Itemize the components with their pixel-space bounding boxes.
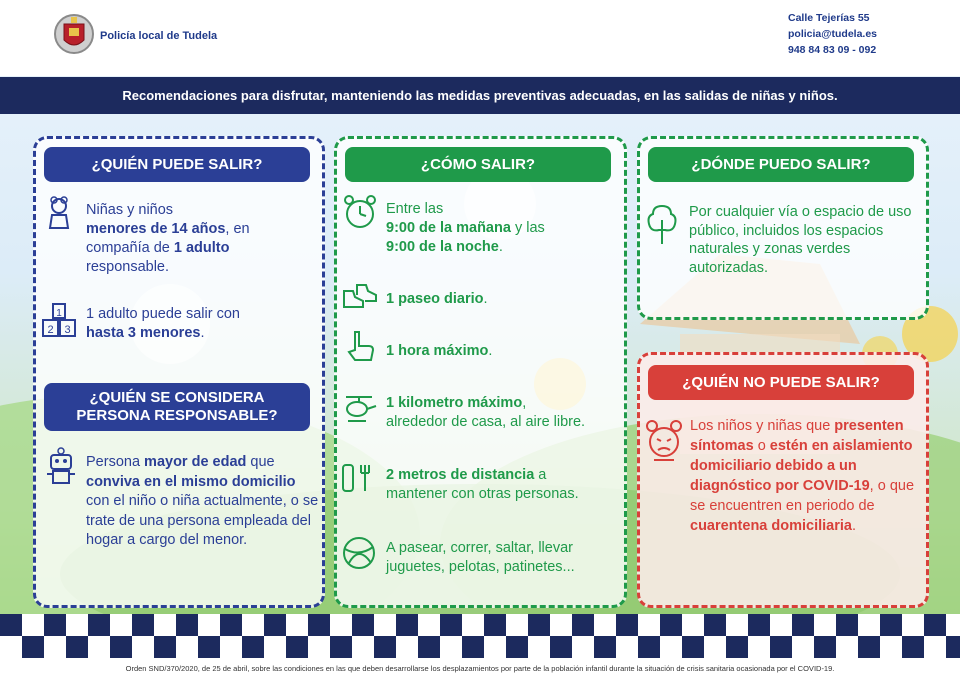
- how-item-schedule: Entre las 9:00 de la mañana y las 9:00 de la noche.: [386, 201, 545, 255]
- tree-icon: [645, 202, 679, 246]
- numbered-blocks-icon: [41, 302, 77, 338]
- heading-who-can-go-out: ¿QUIÉN PUEDE SALIR?: [44, 147, 310, 182]
- contact-info: [788, 10, 877, 58]
- contact-street: Calle Tejerías 55: [788, 12, 870, 24]
- header: [0, 0, 960, 76]
- heading-who-cannot-go-out: ¿QUIÉN NO PUEDE SALIR?: [648, 365, 914, 400]
- where-to-go-text: Por cualquier vía o espacio de uso público, incluidos los espacios naturales y zonas verdes autorizadas.: [689, 204, 912, 276]
- svg-text:2: 2: [47, 324, 54, 336]
- who-cannot-text: Los niños y niñas que presenten síntomas o estén en aislamiento domiciliario debido a un diagnóstico por COVID-19, o que se encuentren en periodo de cuarentena domiciliaria.: [690, 418, 915, 534]
- how-item-distance: 2 metros de distancia a mantener con otras personas.: [386, 467, 579, 502]
- svg-text:3: 3: [64, 324, 71, 336]
- contact-email[interactable]: policia@tudela.es: [788, 28, 878, 40]
- child-icon: [42, 196, 76, 230]
- how-item-activities: A pasear, correr, saltar, llevar juguetes, pelotas, patinetes...: [386, 540, 575, 575]
- police-shield-logo-icon: [54, 12, 94, 58]
- org-name: Policía local de Tudela: [100, 30, 218, 42]
- footer-legal-note: Orden SND/370/2020, de 25 de abril, sobre las condiciones en las que deben desarrollarse los desplazamientos por parte de la población infantil durante la situación de crisis sanitaria ocasionada por el COVID-19.: [0, 658, 960, 679]
- how-item-one-hour: 1 hora máximo.: [386, 343, 493, 359]
- pointing-hand-icon: [345, 330, 375, 364]
- responsible-person-text: Persona mayor de edad que conviva en el mismo domicilio con el niño o niña actualmente, o se trate de una persona empleada del hogar a cargo del menor.: [86, 454, 319, 548]
- shoes-icon: [341, 283, 379, 313]
- helicopter-icon: [340, 393, 378, 425]
- banner-title: Recomendaciones para disfrutar, manteniendo las medidas preventivas adecuadas, en las salidas de niñas y niños.: [0, 77, 960, 114]
- sick-girl-icon: [644, 420, 684, 464]
- how-item-one-km: 1 kilometro máximo, alrededor de casa, al aire libre.: [386, 395, 586, 430]
- svg-text:1: 1: [56, 308, 62, 319]
- heading-where-to-go: ¿DÓNDE PUEDO SALIR?: [648, 147, 914, 182]
- police-checkerboard-band: [0, 614, 960, 658]
- who-can-item-adult-limit: 1 adulto puede salir con hasta 3 menores.: [86, 306, 240, 341]
- ball-icon: [341, 535, 377, 571]
- contact-phone[interactable]: 948 84 83 09 - 092: [788, 44, 877, 56]
- who-can-item-minors: Niñas y niños menores de 14 años, en compañía de 1 adulto responsable.: [86, 202, 250, 275]
- heading-how-to-go-out: ¿CÓMO SALIR?: [345, 147, 611, 182]
- heading-responsible-person: ¿QUIÉN SE CONSIDERA PERSONA RESPONSABLE?: [44, 383, 310, 431]
- alarm-clock-icon: [342, 194, 378, 230]
- ruler-icon: [341, 461, 377, 497]
- how-item-one-walk: 1 paseo diario.: [386, 291, 488, 307]
- robot-icon: [44, 447, 78, 487]
